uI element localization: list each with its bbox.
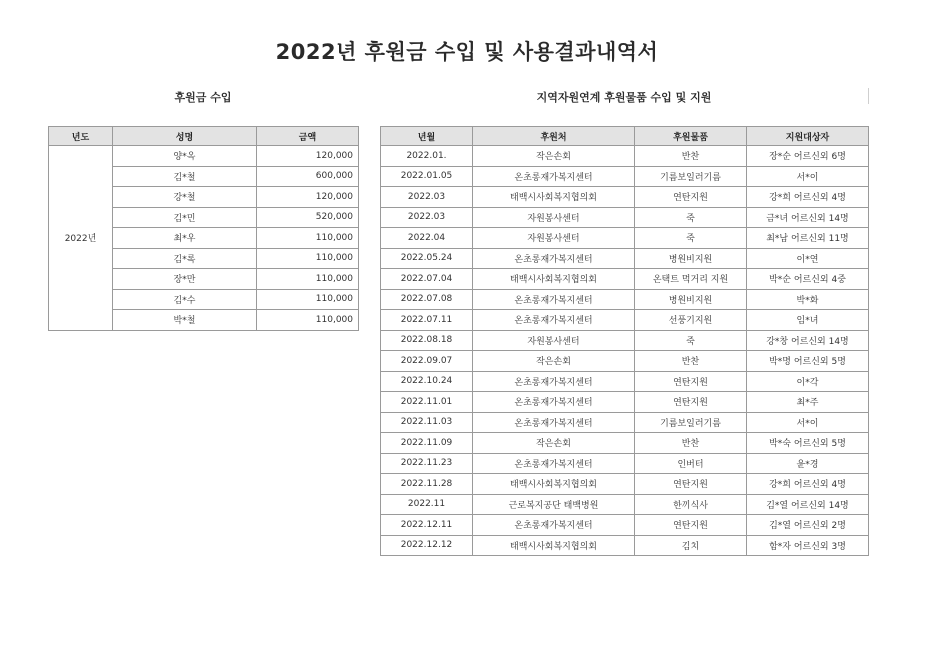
item-cell: 죽 <box>635 330 747 351</box>
year-cell: 2022년 <box>49 146 113 331</box>
page-title: 2022년 후원금 수입 및 사용결과내역서 <box>275 40 659 64</box>
recipient-cell: 김*열 어르신외 14명 <box>747 494 869 515</box>
table-row <box>381 515 869 536</box>
source-cell: 태백시사회복지협의회 <box>473 269 635 290</box>
table-row <box>381 351 869 372</box>
date-cell: 2022.08.18 <box>381 330 473 351</box>
donor-name-cell: 양*옥 <box>113 146 257 167</box>
date-cell: 2022.01. <box>381 146 473 167</box>
table-row <box>381 535 869 556</box>
source-cell: 작은손회 <box>473 146 635 167</box>
donor-name-cell: 장*만 <box>113 269 257 290</box>
recipient-cell: 강*창 어르신외 14명 <box>747 330 869 351</box>
table-row <box>381 310 869 331</box>
goods-section-title: 지역자원연계 후원물품 수입 및 지원 <box>536 91 712 104</box>
donor-name-cell: 강*철 <box>113 187 257 208</box>
date-cell: 2022.11 <box>381 494 473 515</box>
table-row <box>381 371 869 392</box>
donor-name-cell: 박*철 <box>113 310 257 331</box>
item-cell: 연탄지원 <box>635 474 747 495</box>
date-cell: 2022.11.09 <box>381 433 473 454</box>
recipient-cell: 박*화 <box>747 289 869 310</box>
table-row <box>381 494 869 515</box>
header-name: 성명 <box>113 127 257 146</box>
item-cell: 병원비지원 <box>635 248 747 269</box>
table-row <box>381 248 869 269</box>
source-cell: 온초롱재가복지센터 <box>473 248 635 269</box>
recipient-cell: 임*녀 <box>747 310 869 331</box>
header-recipient: 지원대상자 <box>747 127 869 146</box>
table-row <box>381 166 869 187</box>
table-row <box>381 187 869 208</box>
item-cell: 반찬 <box>635 433 747 454</box>
donor-name-cell: 김*철 <box>113 166 257 187</box>
table-row <box>381 474 869 495</box>
recipient-cell: 강*희 어르신외 4명 <box>747 187 869 208</box>
source-cell: 온초롱재가복지센터 <box>473 310 635 331</box>
item-cell: 반찬 <box>635 351 747 372</box>
item-cell: 연탄지원 <box>635 371 747 392</box>
header-amount: 금액 <box>257 127 359 146</box>
recipient-cell: 김*열 어르신외 2명 <box>747 515 869 536</box>
header-source: 후원처 <box>473 127 635 146</box>
table-row <box>49 146 359 167</box>
recipient-cell: 장*순 어르신외 6명 <box>747 146 869 167</box>
item-cell: 반찬 <box>635 146 747 167</box>
recipient-cell: 이*연 <box>747 248 869 269</box>
goods-support-table <box>380 126 869 556</box>
recipient-cell: 서*이 <box>747 166 869 187</box>
date-cell: 2022.07.04 <box>381 269 473 290</box>
source-cell: 자원봉사센터 <box>473 207 635 228</box>
table-row <box>381 412 869 433</box>
source-cell: 온초롱재가복지센터 <box>473 166 635 187</box>
table-row <box>381 289 869 310</box>
date-cell: 2022.11.23 <box>381 453 473 474</box>
recipient-cell: 이*각 <box>747 371 869 392</box>
date-cell: 2022.10.24 <box>381 371 473 392</box>
amount-cell: 120,000 <box>257 146 359 167</box>
date-cell: 2022.05.24 <box>381 248 473 269</box>
source-cell: 온초롱재가복지센터 <box>473 515 635 536</box>
table-row <box>381 146 869 167</box>
date-cell: 2022.12.12 <box>381 535 473 556</box>
date-cell: 2022.09.07 <box>381 351 473 372</box>
date-cell: 2022.03 <box>381 207 473 228</box>
table-row <box>381 228 869 249</box>
date-cell: 2022.04 <box>381 228 473 249</box>
donation-section-title: 후원금 수입 <box>174 91 232 104</box>
source-cell: 온초롱재가복지센터 <box>473 371 635 392</box>
recipient-cell: 박*명 어르신외 5명 <box>747 351 869 372</box>
date-cell: 2022.11.03 <box>381 412 473 433</box>
source-cell: 자원봉사센터 <box>473 330 635 351</box>
source-cell: 작은손회 <box>473 433 635 454</box>
item-cell: 한끼식사 <box>635 494 747 515</box>
recipient-cell: 금*녀 어르신외 14명 <box>747 207 869 228</box>
item-cell: 병원비지원 <box>635 289 747 310</box>
source-cell: 근로복지공단 태백병원 <box>473 494 635 515</box>
item-cell: 기름보일러기름 <box>635 412 747 433</box>
item-cell: 기름보일러기름 <box>635 166 747 187</box>
donor-name-cell: 김*록 <box>113 248 257 269</box>
recipient-cell: 윤*경 <box>747 453 869 474</box>
donor-name-cell: 최*우 <box>113 228 257 249</box>
item-cell: 연탄지원 <box>635 515 747 536</box>
source-cell: 온초롱재가복지센터 <box>473 453 635 474</box>
item-cell: 선풍기지원 <box>635 310 747 331</box>
amount-cell: 600,000 <box>257 166 359 187</box>
date-cell: 2022.07.11 <box>381 310 473 331</box>
table-row <box>381 330 869 351</box>
source-cell: 태백시사회복지협의회 <box>473 535 635 556</box>
source-cell: 태백시사회복지협의회 <box>473 474 635 495</box>
amount-cell: 110,000 <box>257 310 359 331</box>
table-row <box>381 433 869 454</box>
recipient-cell: 최*주 <box>747 392 869 413</box>
amount-cell: 520,000 <box>257 207 359 228</box>
date-cell: 2022.01.05 <box>381 166 473 187</box>
table-row <box>381 269 869 290</box>
header-year: 년도 <box>49 127 113 146</box>
date-cell: 2022.12.11 <box>381 515 473 536</box>
recipient-cell: 박*순 어르신외 4중 <box>747 269 869 290</box>
date-cell: 2022.03 <box>381 187 473 208</box>
source-cell: 자원봉사센터 <box>473 228 635 249</box>
scan-artifact-line <box>868 88 869 104</box>
table-row <box>381 453 869 474</box>
amount-cell: 110,000 <box>257 269 359 290</box>
amount-cell: 110,000 <box>257 228 359 249</box>
donor-name-cell: 김*수 <box>113 289 257 310</box>
item-cell: 온택트 먹거리 지원 <box>635 269 747 290</box>
amount-cell: 120,000 <box>257 187 359 208</box>
donation-income-table <box>48 126 359 331</box>
amount-cell: 110,000 <box>257 248 359 269</box>
source-cell: 작은손회 <box>473 351 635 372</box>
donor-name-cell: 김*민 <box>113 207 257 228</box>
date-cell: 2022.11.28 <box>381 474 473 495</box>
item-cell: 죽 <box>635 228 747 249</box>
date-cell: 2022.07.08 <box>381 289 473 310</box>
recipient-cell: 강*희 어르신외 4명 <box>747 474 869 495</box>
date-cell: 2022.11.01 <box>381 392 473 413</box>
item-cell: 김치 <box>635 535 747 556</box>
item-cell: 인버터 <box>635 453 747 474</box>
item-cell: 연탄지원 <box>635 187 747 208</box>
header-date: 년월 <box>381 127 473 146</box>
table-header-row <box>381 127 869 146</box>
table-row <box>381 207 869 228</box>
header-item: 후원물품 <box>635 127 747 146</box>
source-cell: 온초롱재가복지센터 <box>473 412 635 433</box>
source-cell: 태백시사회복지협의회 <box>473 187 635 208</box>
source-cell: 온초롱재가복지센터 <box>473 392 635 413</box>
recipient-cell: 최*남 어르신외 11명 <box>747 228 869 249</box>
recipient-cell: 박*숙 어르신외 5명 <box>747 433 869 454</box>
amount-cell: 110,000 <box>257 289 359 310</box>
item-cell: 죽 <box>635 207 747 228</box>
table-header-row <box>49 127 359 146</box>
table-row <box>381 392 869 413</box>
recipient-cell: 서*이 <box>747 412 869 433</box>
source-cell: 온초롱재가복지센터 <box>473 289 635 310</box>
item-cell: 연탄지원 <box>635 392 747 413</box>
recipient-cell: 함*자 어르신외 3명 <box>747 535 869 556</box>
